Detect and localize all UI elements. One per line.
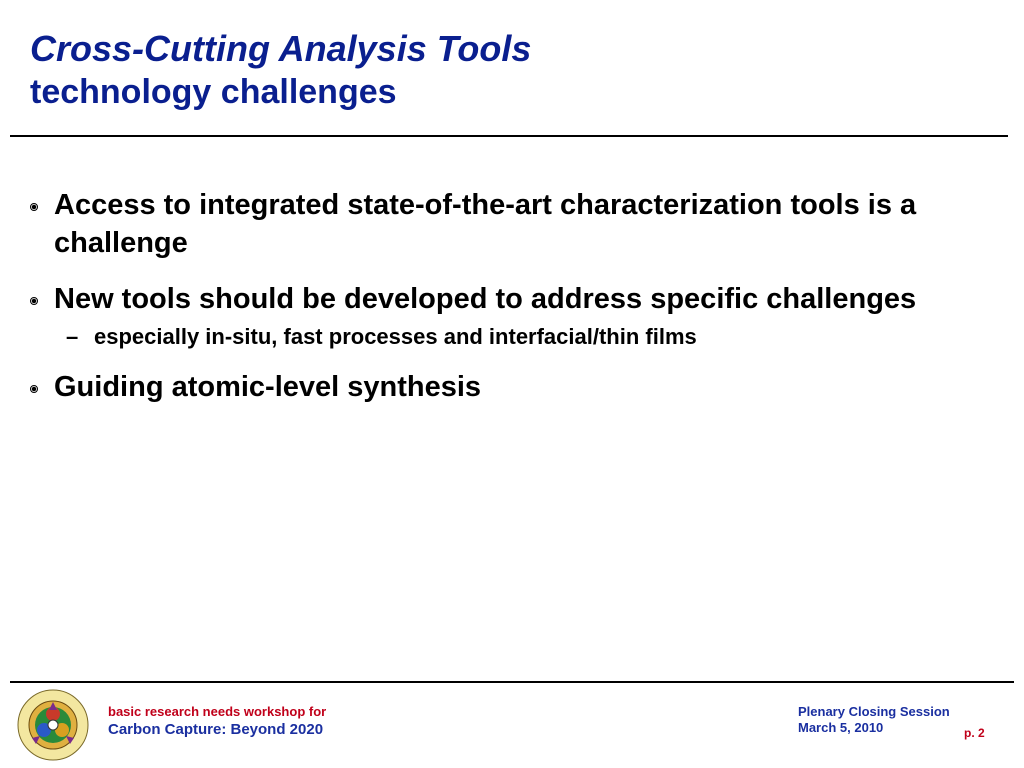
- bullet-text: New tools should be developed to address specific challenges: [54, 283, 917, 315]
- title-line-1: Cross-Cutting Analysis Tools: [30, 28, 532, 69]
- sub-bullet-item: [54, 324, 990, 350]
- bullet-text: Access to integrated state-of-the-art characterization tools is a challenge: [54, 189, 917, 259]
- title-line-2: technology challenges: [30, 73, 397, 111]
- bullet-dot-icon: [30, 385, 38, 393]
- workshop-title: Carbon Capture: Beyond 2020: [108, 721, 324, 738]
- bullet-text: Guiding atomic-level synthesis: [54, 371, 482, 403]
- slide-title: [30, 28, 531, 114]
- bottom-divider: [10, 681, 1014, 683]
- bullet-item: [30, 186, 990, 262]
- dash-icon: –: [66, 324, 79, 349]
- bullet-item: [30, 280, 990, 350]
- top-divider: [10, 135, 1008, 137]
- session-name: Plenary Closing Session: [798, 704, 950, 719]
- bullet-item: [30, 368, 990, 406]
- page-number: p. 2: [964, 726, 985, 740]
- bullet-dot-icon: [30, 203, 38, 211]
- footer-workshop: [108, 703, 326, 739]
- session-date: March 5, 2010: [798, 720, 884, 735]
- footer-session: [798, 704, 950, 736]
- office-of-basic-energy-sciences-logo: [16, 688, 90, 762]
- bullet-dot-icon: [30, 297, 38, 305]
- sub-bullet-text: especially in-situ, fast processes and interfacial/thin films: [94, 324, 697, 349]
- bullet-list: [30, 186, 990, 424]
- workshop-label: basic research needs workshop for: [108, 704, 327, 719]
